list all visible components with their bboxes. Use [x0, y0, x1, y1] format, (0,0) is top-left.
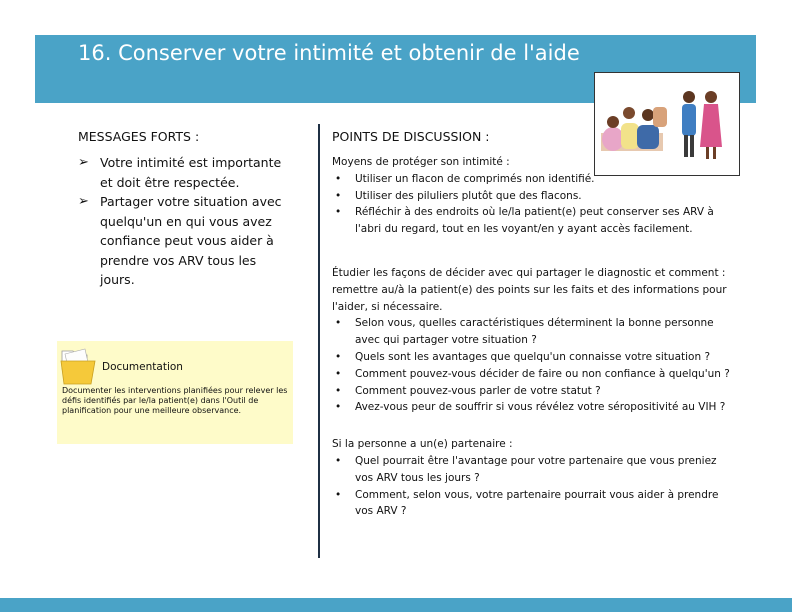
list-item: • Comment pouvez-vous décider de faire ou non confiance à quelqu'un ?	[332, 366, 736, 383]
list-item: • Utiliser un flacon de comprimés non identifié.	[332, 171, 736, 188]
bullet-icon: •	[335, 401, 342, 414]
list-item: • Comment pouvez-vous parler de votre statut ?	[332, 383, 736, 400]
list-item: • Réfléchir à des endroits où le/la patient(e) peut conserver ses ARV à l'abri du regard, tout en les voyant/en y ayant accès facilement.	[335, 206, 714, 236]
documentation-text: Documenter les interventions planifiées pour relever les défis identifiés par le/la patient(e) dans l'Outil de planification pour une meilleure observance.	[62, 386, 288, 415]
list-item: • Avez-vous peur de souffrir si vous révélez votre séropositivité au VIH ?	[332, 399, 736, 416]
discussion-section-partner	[332, 436, 736, 520]
list-item: • Selon vous, quelles caractéristiques déterminent la bonne personne avec qui partager votre situation ?	[335, 317, 714, 347]
list-item: • Utiliser des piluliers plutôt que des flacons.	[332, 188, 736, 205]
discussion-heading: POINTS DE DISCUSSION :	[332, 129, 490, 144]
bullet-icon: •	[335, 384, 342, 397]
bullet-icon: •	[335, 317, 342, 330]
discussion-points	[332, 129, 736, 520]
section-intro: Si la personne a un(e) partenaire :	[332, 438, 513, 451]
list-item: • Quels sont les avantages que quelqu'un connaisse votre situation ?	[332, 349, 736, 366]
arrow-bullet-icon: ➢	[78, 155, 89, 170]
documentation-box	[57, 341, 293, 444]
discussion-section-disclosure	[332, 265, 736, 416]
bullet-icon: •	[335, 367, 342, 380]
list-item: • Quel pourrait être l'avantage pour votre partenaire que vous preniez vos ARV tous les jours ?	[335, 454, 717, 484]
bullet-icon: •	[335, 454, 342, 467]
bullet-icon: •	[335, 172, 342, 185]
section-intro: Moyens de protéger son intimité :	[332, 156, 510, 168]
column-divider	[318, 124, 320, 558]
documentation-title: Documentation	[102, 361, 183, 373]
arrow-bullet-icon: ➢	[78, 194, 89, 209]
key-messages-heading: MESSAGES FORTS :	[78, 129, 200, 144]
key-message-item: ➢ Votre intimité est importante et doit être respectée.	[78, 155, 282, 190]
bullet-icon: •	[335, 350, 342, 363]
section-intro: Étudier les façons de décider avec qui partager le diagnostic et comment : remettre au/à la patient(e) des points sur les faits et des informations pour l'aider, si nécessaire.	[332, 266, 727, 313]
bullet-icon: •	[335, 488, 342, 501]
folder-icon	[59, 345, 99, 385]
list-item: • Comment, selon vous, votre partenaire pourrait vous aider à prendre vos ARV ?	[335, 488, 719, 518]
key-messages	[78, 129, 293, 290]
bullet-icon: •	[335, 206, 342, 219]
bullet-icon: •	[335, 189, 342, 202]
key-message-item: ➢ Partager votre situation avec quelqu'un en qui vous avez confiance peut vous aider à prendre vos ARV tous les jours.	[78, 194, 282, 287]
footer-bar	[0, 598, 792, 612]
discussion-section-privacy	[332, 154, 736, 238]
page-title: 16. Conserver votre intimité et obtenir de l'aide	[78, 41, 580, 65]
